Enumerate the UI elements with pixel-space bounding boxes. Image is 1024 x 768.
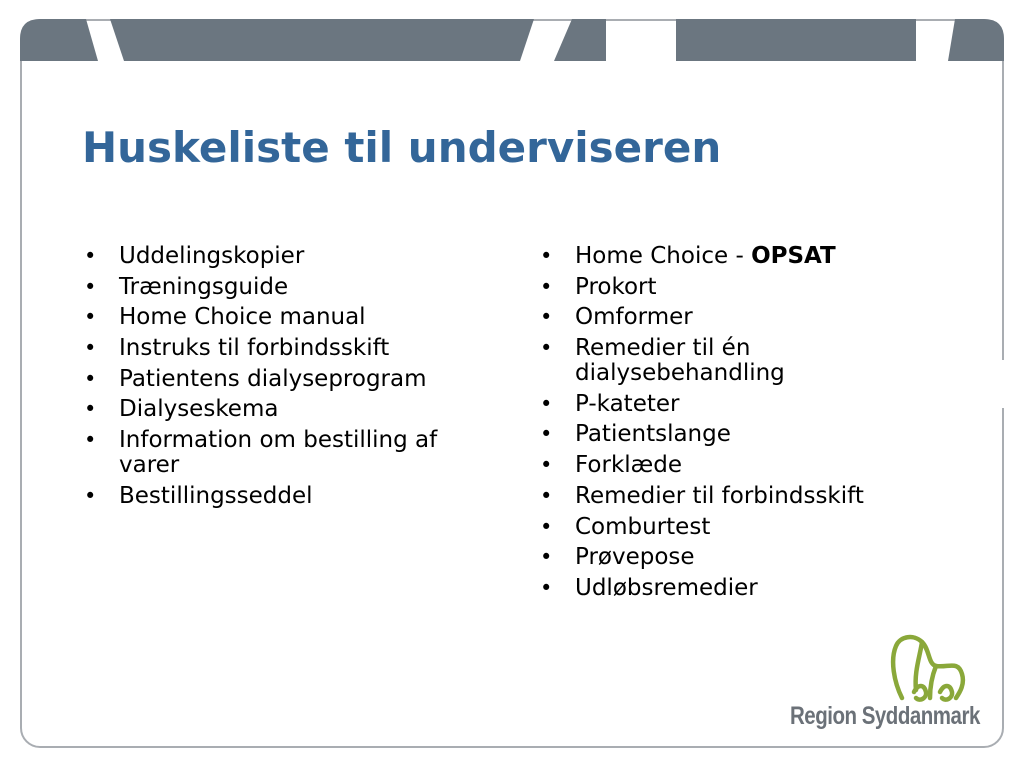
bullet: • — [84, 483, 97, 508]
list-item-text: Instruks til forbindsskift — [119, 335, 390, 362]
list-item — [84, 397, 504, 422]
list-item-text: Remedier til forbindsskift — [575, 482, 864, 509]
list-item-text: Comburtest — [575, 513, 711, 540]
list-item — [540, 515, 940, 540]
bullet: • — [84, 244, 97, 268]
bullet: • — [540, 514, 553, 539]
list-item-text: Uddelingskopier — [119, 243, 305, 269]
list-item — [540, 336, 940, 386]
bullet: • — [540, 545, 553, 570]
list-item — [540, 305, 940, 330]
header-band-segment-5 — [948, 19, 1004, 61]
bullet: • — [84, 336, 97, 361]
header-band-segment-1 — [20, 19, 98, 61]
logo-text: Region Syddanmark — [790, 702, 980, 730]
list-item — [540, 275, 940, 300]
region-syddanmark-logo — [790, 630, 990, 740]
list-item-text: Forklæde — [575, 452, 682, 479]
bullet: • — [540, 274, 553, 299]
list-item-text: Home Choice - — [575, 243, 752, 269]
list-item-text: Dialyseskema — [119, 396, 279, 423]
list-item — [84, 244, 504, 269]
logo-mark-icon — [790, 630, 990, 710]
list-item-text: Patientens dialyseprogram — [119, 365, 427, 392]
checklist-left — [84, 244, 504, 515]
list-item-text: Home Choice manual — [119, 304, 366, 331]
list-item-text: Information om bestilling af varer — [119, 427, 438, 479]
bullet: • — [84, 366, 97, 391]
list-item — [540, 545, 940, 570]
list-item — [540, 392, 940, 417]
bullet: • — [540, 453, 553, 478]
list-item — [84, 305, 504, 330]
list-item — [540, 484, 940, 509]
slide-title: Huskeliste til underviseren — [82, 123, 722, 172]
header-band-segment-4 — [676, 19, 916, 61]
list-item-text: Remedier til én dialysebehandling — [575, 335, 785, 387]
bullet: • — [540, 244, 553, 268]
bullet: • — [84, 428, 97, 453]
list-item-text: Prokort — [575, 273, 657, 300]
list-item — [84, 336, 504, 361]
header-band-segment-2 — [110, 19, 534, 61]
list-item — [84, 367, 504, 392]
checklist-right — [540, 244, 940, 607]
bullet: • — [84, 305, 97, 330]
bullet: • — [540, 483, 553, 508]
opsat-label: OPSAT — [751, 243, 836, 269]
list-item-text: Prøvepose — [575, 544, 695, 571]
list-item-text: Bestillingsseddel — [119, 482, 313, 509]
bullet: • — [540, 575, 553, 600]
bullet: • — [84, 397, 97, 422]
frame-notch — [990, 360, 1024, 408]
bullet: • — [84, 274, 97, 299]
list-item — [84, 275, 504, 300]
list-item — [540, 244, 940, 269]
list-item — [540, 422, 940, 447]
bullet: • — [540, 422, 553, 447]
bullet: • — [540, 305, 553, 330]
list-item — [84, 484, 504, 509]
list-item-text: Omformer — [575, 304, 693, 331]
bullet: • — [540, 336, 553, 361]
list-item — [540, 576, 940, 601]
header-band-segment-3 — [554, 19, 606, 61]
list-item-text: P-kateter — [575, 390, 680, 417]
bullet: • — [540, 391, 553, 416]
list-item — [84, 428, 504, 478]
list-item-text: Patientslange — [575, 421, 731, 448]
list-item-text: Træningsguide — [119, 273, 289, 300]
list-item — [540, 453, 940, 478]
list-item-text: Udløbsremedier — [575, 574, 758, 601]
header-band — [20, 19, 1004, 61]
